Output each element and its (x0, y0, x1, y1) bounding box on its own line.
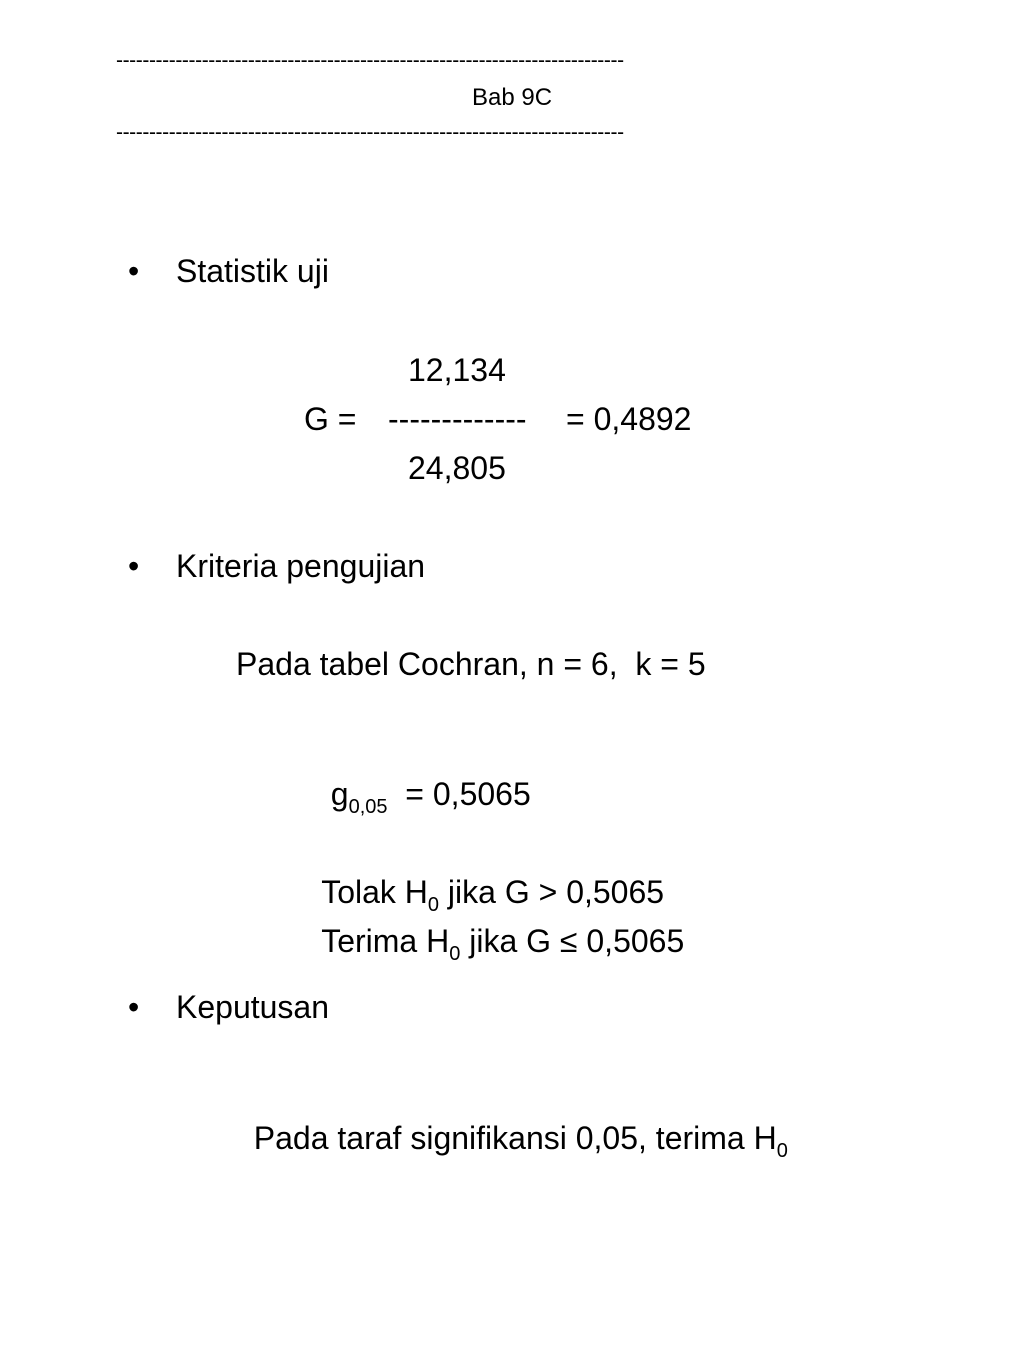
header-rule-top: ----------------------------------------------------------------------------- (116, 49, 624, 72)
formula-fraction-bar: ------------- (388, 401, 527, 437)
heading-kriteria-pengujian: Kriteria pengujian (176, 548, 426, 584)
formula-result: = 0,4892 (566, 401, 692, 437)
page-title: Bab 9C (471, 84, 553, 111)
formula-denominator: 24,805 (408, 450, 506, 486)
reject-subscript: 0 (427, 894, 440, 916)
decision-prefix: Pada taraf signifikansi 0,05, terima H (253, 1120, 777, 1156)
critical-subscript: 0,05 (348, 796, 388, 818)
heading-keputusan: Keputusan (176, 989, 330, 1025)
formula-lhs: G = (304, 401, 357, 437)
formula-numerator: 12,134 (408, 352, 506, 388)
cochran-table-line: Pada tabel Cochran, n = 6, k = 5 (236, 646, 706, 682)
heading-statistik-uji: Statistik uji (176, 253, 329, 289)
bullet-kriteria: • (128, 548, 140, 584)
bullet-statistik: • (128, 253, 140, 289)
accept-criterion (304, 893, 685, 965)
critical-value-line (313, 746, 531, 818)
critical-symbol: g (330, 776, 349, 812)
decision-subscript: 0 (776, 1140, 788, 1162)
accept-suffix: jika G ≤ 0,5065 (460, 923, 685, 959)
reject-prefix: Tolak H (321, 874, 428, 910)
decision-line (236, 1090, 788, 1162)
accept-prefix: Terima H (321, 923, 450, 959)
bullet-keputusan: • (128, 989, 140, 1025)
reject-suffix: jika G > 0,5065 (439, 874, 665, 910)
header-rule-bottom: ----------------------------------------------------------------------------- (116, 121, 624, 144)
critical-value: = 0,5065 (405, 776, 531, 812)
accept-subscript: 0 (449, 943, 461, 965)
